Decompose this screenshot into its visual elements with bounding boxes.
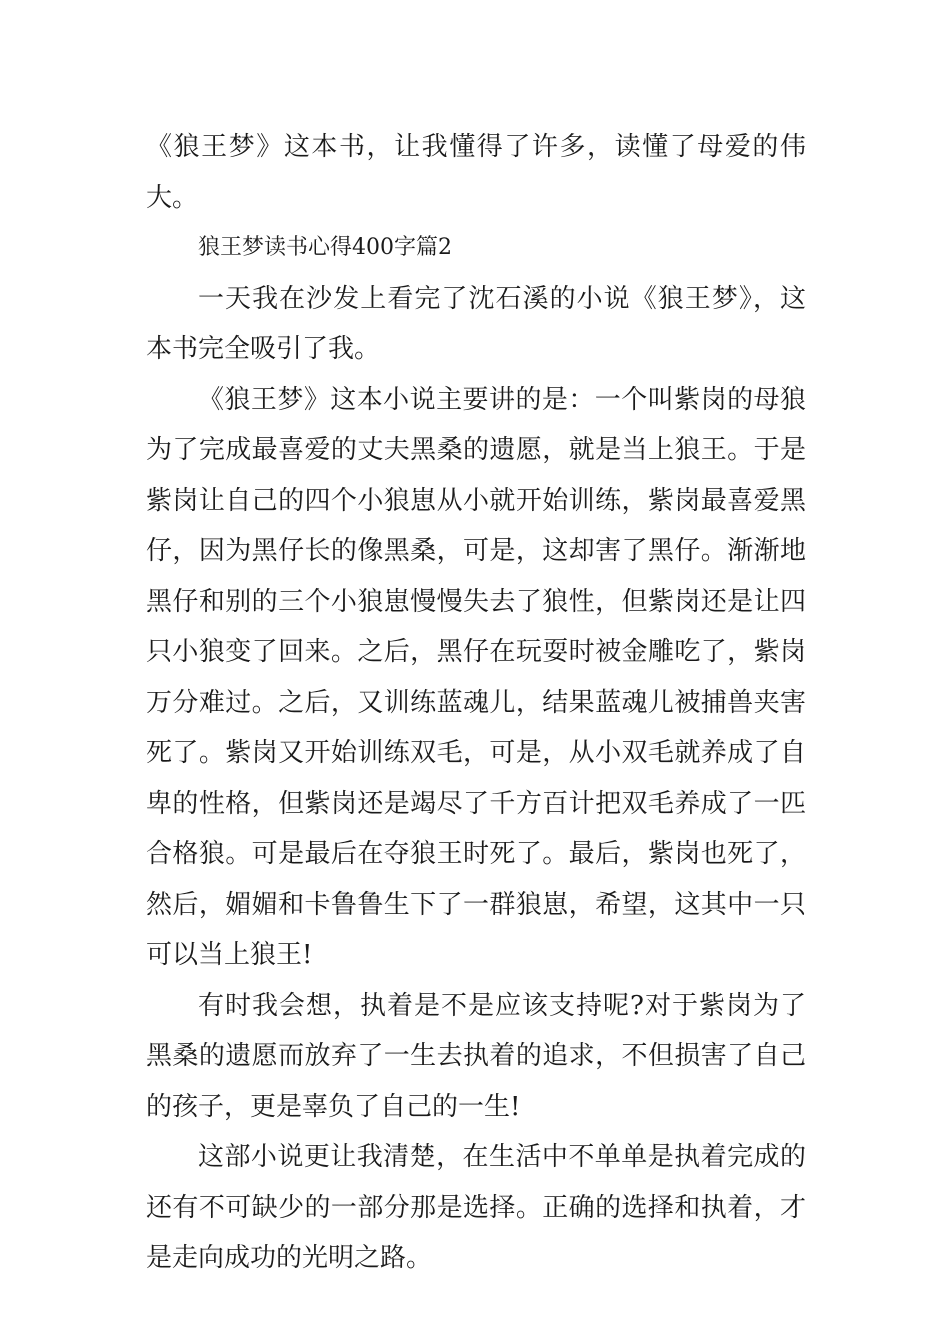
paragraph-4: 这部小说更让我清楚，在生活中不单单是执着完成的还有不可缺少的一部分那是选择。正确的选择和执着，才是走向成功的光明之路。 [146, 1142, 806, 1273]
paragraph-1: 一天我在沙发上看完了沈石溪的小说《狼王梦》，这本书完全吸引了我。 [146, 283, 806, 364]
document-body [146, 122, 806, 1284]
section-heading: 狼王梦读书心得400字篇2 [198, 235, 452, 260]
paragraph-intro-end: 《狼王梦》这本书，让我懂得了许多，读懂了母爱的伟大。 [146, 132, 806, 213]
paragraph-2: 《狼王梦》这本小说主要讲的是：一个叫紫岗的母狼为了完成最喜爱的丈夫黑桑的遗愿，就是当上狼王。于是紫岗让自己的四个小狼崽从小就开始训练，紫岗最喜爱黑仔，因为黑仔长的像黑桑，可是，这却害了黑仔。渐渐地黑仔和别的三个小狼崽慢慢失去了狼性，但紫岗还是让四只小狼变了回来。之后，黑仔在玩耍时被金雕吃了，紫岗万分难过。之后，又训练蓝魂儿，结果蓝魂儿被捕兽夹害死了。紫岗又开始训练双毛，可是，从小双毛就养成了自卑的性格，但紫岗还是竭尽了千方百计把双毛养成了一匹合格狼。可是最后在夺狼王时死了。最后，紫岗也死了，然后，媚媚和卡鲁鲁生下了一群狼崽，希望，这其中一只可以当上狼王! [146, 384, 806, 970]
paragraph-3: 有时我会想，执着是不是应该支持呢?对于紫岗为了黑桑的遗愿而放弃了一生去执着的追求，不但损害了自己的孩子，更是辜负了自己的一生! [146, 990, 806, 1122]
